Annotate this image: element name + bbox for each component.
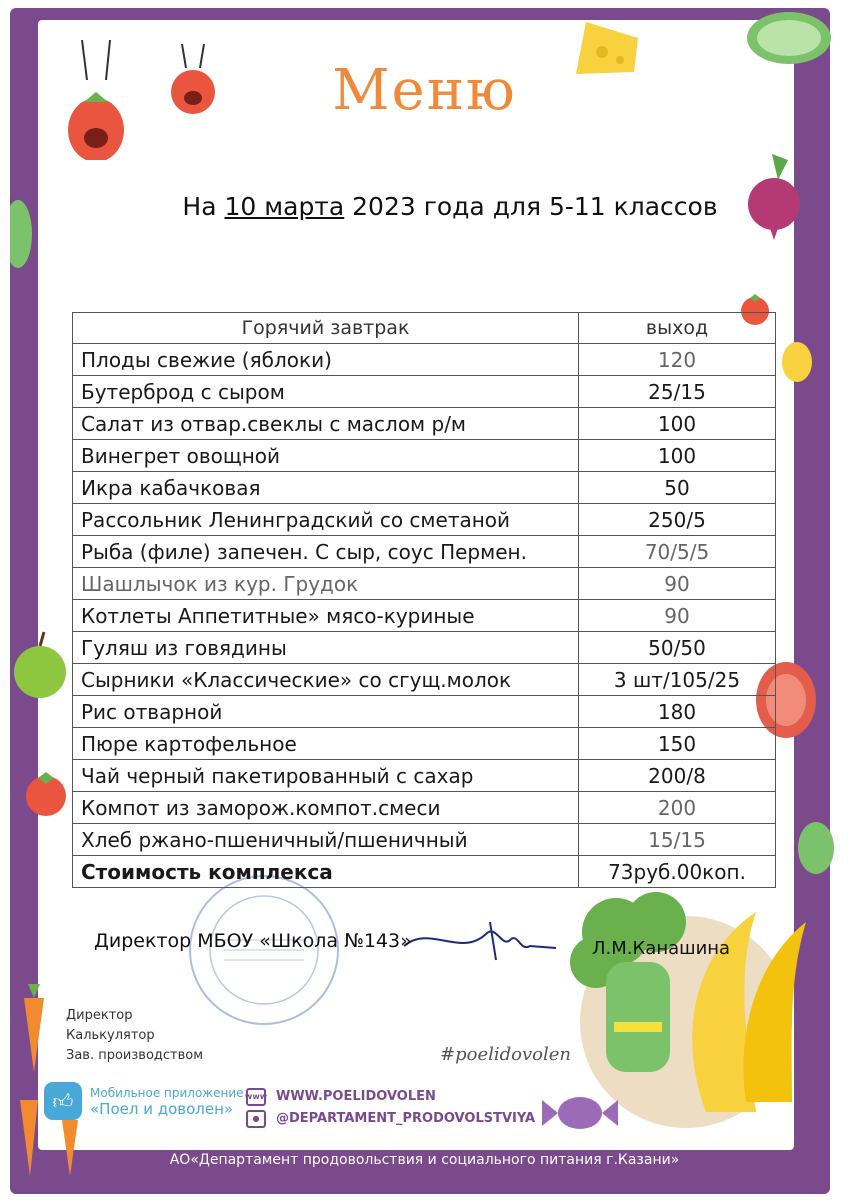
hashtag: #poelidovolen — [440, 1044, 571, 1065]
dish-name: Компот из заморож.компот.смеси — [73, 792, 579, 824]
app-text — [90, 1085, 244, 1117]
dish-portion: 50 — [579, 472, 776, 504]
dish-name: Икра кабачковая — [73, 472, 579, 504]
dish-name: Хлеб ржано-пшеничный/пшеничный — [73, 824, 579, 856]
website-row — [246, 1086, 535, 1108]
table-row — [73, 632, 776, 664]
smiley-fruit-icon — [780, 340, 814, 384]
leaf-right-icon — [796, 818, 836, 878]
dish-name: Котлеты Аппетитные» мясо-куриные — [73, 600, 579, 632]
dish-portion: 100 — [579, 440, 776, 472]
table-header-row — [73, 313, 776, 344]
dish-portion: 200 — [579, 792, 776, 824]
table-row — [73, 664, 776, 696]
staff-list — [66, 1006, 203, 1066]
dish-name: Рыба (филе) запечен. С сыр, соус Пермен. — [73, 536, 579, 568]
table-row — [73, 568, 776, 600]
dish-portion: 120 — [579, 344, 776, 376]
dish-name: Бутерброд с сыром — [73, 376, 579, 408]
subtitle-suffix: 2023 года для 5-11 классов — [344, 192, 718, 221]
subtitle-date: 10 марта — [224, 192, 345, 221]
page-title: Меню — [332, 58, 517, 123]
app-caption: Мобильное приложение — [90, 1086, 244, 1100]
tomato-small-left-icon — [22, 770, 70, 818]
dish-portion: 150 — [579, 728, 776, 760]
dish-name: Винегрет овощной — [73, 440, 579, 472]
dish-portion: 3 шт/105/25 — [579, 664, 776, 696]
dish-portion: 100 — [579, 408, 776, 440]
candy-icon — [540, 1088, 620, 1138]
dish-name: Пюре картофельное — [73, 728, 579, 760]
website-link[interactable]: WWW.POELIDOVOLEN — [276, 1089, 436, 1104]
dish-name: Шашлычок из кур. Грудок — [73, 568, 579, 600]
footer-organization: АО«Департамент продовольствия и социального питания г.Казани» — [169, 1152, 680, 1168]
header-meal: Горячий завтрак — [73, 313, 579, 344]
page-subtitle — [0, 192, 849, 221]
table-row — [73, 472, 776, 504]
staff-item: Зав. производством — [66, 1048, 204, 1063]
table-row — [73, 504, 776, 536]
contact-links — [246, 1086, 535, 1130]
director-line: Директор МБОУ «Школа №143» — [94, 930, 412, 952]
header-portion: выход — [579, 313, 776, 344]
director-name: Л.М.Канашина — [592, 938, 731, 959]
staff-item: Калькулятор — [66, 1028, 155, 1043]
dish-portion: 70/5/5 — [579, 536, 776, 568]
table-row — [73, 536, 776, 568]
total-label: Стоимость комплекса — [73, 856, 579, 888]
table-row — [73, 408, 776, 440]
table-row — [73, 792, 776, 824]
dish-portion: 90 — [579, 600, 776, 632]
dish-name: Салат из отвар.свеклы с маслом р/м — [73, 408, 579, 440]
table-row — [73, 440, 776, 472]
instagram-link[interactable]: @DEPARTAMENT_PRODOVOLSTVIYA — [276, 1111, 536, 1126]
table-row — [73, 728, 776, 760]
dish-portion: 200/8 — [579, 760, 776, 792]
instagram-icon: ● — [246, 1110, 266, 1128]
dish-name: Чай черный пакетированный с сахар — [73, 760, 579, 792]
dish-name: Рассольник Ленинградский со сметаной — [73, 504, 579, 536]
dish-name: Плоды свежие (яблоки) — [73, 344, 579, 376]
dish-portion: 90 — [579, 568, 776, 600]
dish-name: Сырники «Классические» со сгущ.молок — [73, 664, 579, 696]
app-thumbs-up-icon: 👍︎ — [44, 1082, 82, 1120]
dish-name: Гуляш из говядины — [73, 632, 579, 664]
dish-portion: 180 — [579, 696, 776, 728]
carrot-character-icon — [8, 984, 58, 1074]
app-name: «Поел и доволен» — [90, 1100, 234, 1118]
table-row — [73, 824, 776, 856]
instagram-row — [246, 1108, 535, 1130]
total-price: 73руб.00коп. — [579, 856, 776, 888]
subtitle-prefix: На — [182, 192, 225, 221]
apple-character-icon — [10, 630, 68, 702]
table-total-row — [73, 856, 776, 888]
table-row — [73, 696, 776, 728]
globe-icon: www — [246, 1088, 266, 1106]
staff-item: Директор — [66, 1008, 133, 1023]
dish-name: Рис отварной — [73, 696, 579, 728]
signature-icon — [400, 918, 560, 968]
table-row — [73, 600, 776, 632]
table-row — [73, 760, 776, 792]
table-row — [73, 376, 776, 408]
menu-table — [72, 312, 776, 888]
dish-portion: 50/50 — [579, 632, 776, 664]
mobile-app-promo — [44, 1082, 244, 1120]
table-row — [73, 344, 776, 376]
dish-portion: 250/5 — [579, 504, 776, 536]
dish-portion: 15/15 — [579, 824, 776, 856]
dish-portion: 25/15 — [579, 376, 776, 408]
